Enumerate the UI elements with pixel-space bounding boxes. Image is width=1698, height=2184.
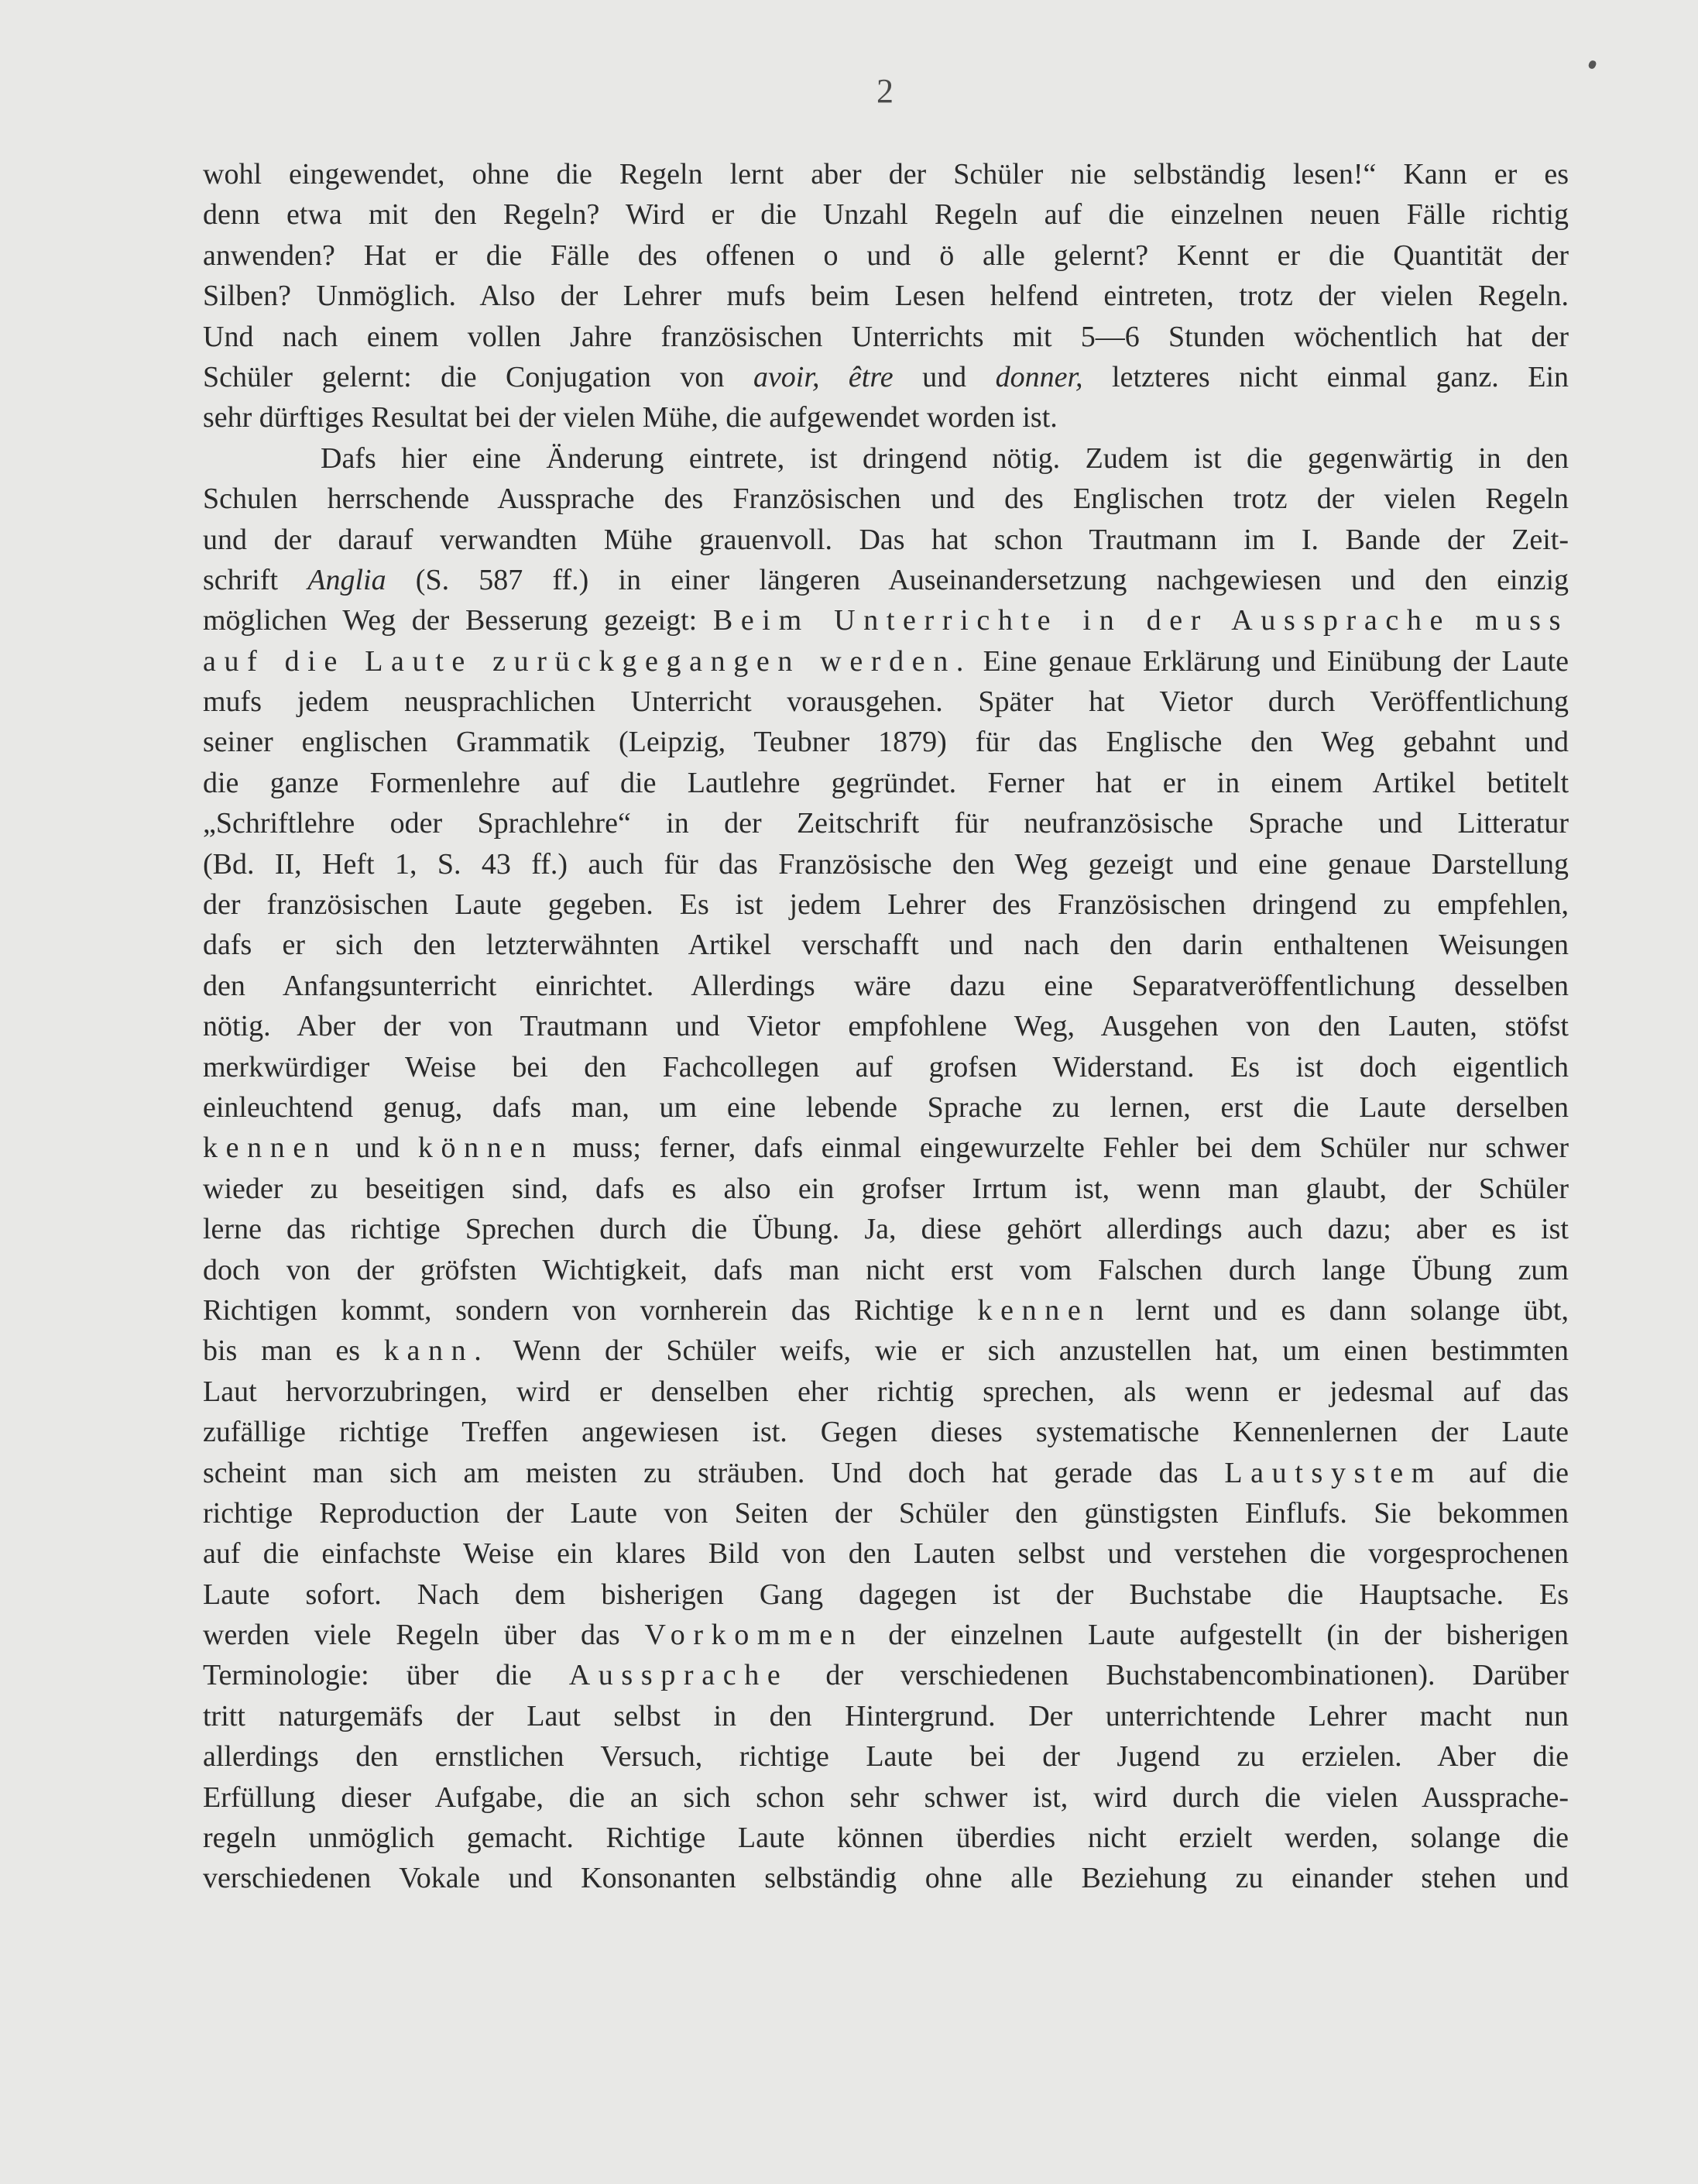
- body-text: [203, 154, 1569, 1899]
- text-line: [203, 1047, 1569, 1087]
- text-run: tritt naturgemäfs der Laut selbst in den Hintergrund. Der unterrichtende Lehrer macht nun: [203, 1699, 1569, 1732]
- text-line: [203, 438, 1569, 479]
- text-line: [203, 1858, 1569, 1898]
- text-line: [203, 966, 1569, 1006]
- text-run: (Bd. II, Heft 1, S. 43 ff.) auch für das Französische den Weg gezeigt und eine genaue Darstellung: [203, 847, 1569, 881]
- text-line: [203, 560, 1569, 600]
- text-run: muss; ferner, dafs einmal eingewurzelte Fehler bei dem Schüler nur schwer: [554, 1131, 1569, 1165]
- text-run: verschiedenen Vokale und Konsonanten selbständig ohne alle Beziehung zu einander stehen und: [203, 1862, 1569, 1895]
- text-run: Wenn der Schüler weifs, wie er sich anzustellen hat, um einen bestimmten: [489, 1334, 1569, 1368]
- text-line: [203, 722, 1569, 762]
- text-line: [203, 1696, 1569, 1736]
- text-run: Eine genaue Erklärung und Einübung der Laute: [972, 644, 1569, 678]
- text-run: Und nach einem vollen Jahre französischen Unterrichts mit 5—6 Stunden wöchentlich hat der: [203, 320, 1569, 353]
- text-line: [203, 1331, 1569, 1371]
- ink-speck: [1587, 60, 1597, 70]
- text-run: „Schriftlehre oder Sprachlehre“ in der Zeitschrift für neufranzösische Sprache und Litteratur: [203, 807, 1569, 840]
- text-line: [203, 194, 1569, 235]
- text-run: Schüler gelernt: die Conjugation von: [203, 360, 753, 393]
- text-run: lerne das richtige Sprechen durch die Übung. Ja, diese gehört allerdings auch dazu; aber es ist: [203, 1213, 1569, 1246]
- text-run: und: [337, 1131, 418, 1165]
- text-line: [203, 1736, 1569, 1777]
- text-run: einleuchtend genug, dafs man, um eine lebende Sprache zu lernen, erst die Laute derselben: [203, 1090, 1569, 1124]
- text-line: [203, 1006, 1569, 1046]
- text-run: der französischen Laute gegeben. Es ist jedem Lehrer des Französischen dringend zu empfehlen,: [203, 888, 1569, 922]
- text-line: [203, 1087, 1569, 1128]
- italic-text: Anglia: [307, 563, 386, 596]
- text-run: Silben? Unmöglich. Also der Lehrer mufs beim Lesen helfend eintreten, trotz der vielen Regeln.: [203, 280, 1569, 313]
- text-run: wieder zu beseitigen sind, dafs es also ein grofser Irrtum ist, wenn man glaubt, der Schüler: [203, 1172, 1569, 1205]
- text-run: werden viele Regeln über das: [203, 1619, 645, 1652]
- text-run: und der darauf verwandten Mühe grauenvoll. Das hat schon Trautmann im I. Bande der Zeit-: [203, 523, 1569, 556]
- spaced-emphasis: Vorkommen: [644, 1619, 864, 1652]
- text-run: scheint man sich am meisten zu sträuben. Und doch hat gerade das: [203, 1456, 1225, 1489]
- text-run: Dafs hier eine Änderung eintrete, ist dringend nötig. Zudem ist die gegenwärtig in den: [321, 441, 1569, 475]
- text-line: [203, 479, 1569, 519]
- spaced-emphasis: Lautsystem: [1224, 1456, 1442, 1489]
- text-line: [203, 884, 1569, 925]
- text-run: Laut hervorzubringen, wird er denselben eher richtig sprechen, als wenn er jedesmal auf das: [203, 1375, 1569, 1408]
- text-run: den Anfangsunterricht einrichtet. Allerdings wäre dazu eine Separatveröffentlichung desselben: [203, 969, 1569, 1002]
- text-run: allerdings den ernstlichen Versuch, richtige Laute bei der Jugend zu erzielen. Aber die: [203, 1740, 1569, 1774]
- text-run: dafs er sich den letzterwähnten Artikel verschafft und nach den darin enthaltenen Weisungen: [203, 929, 1569, 962]
- text-line: [203, 682, 1569, 722]
- italic-text: avoir, être: [753, 360, 894, 393]
- text-run: Schulen herrschende Aussprache des Französischen und des Englischen trotz der vielen Regeln: [203, 482, 1569, 516]
- spaced-emphasis: Aussprache: [568, 1659, 789, 1692]
- text-line: [203, 1574, 1569, 1615]
- text-run: lernt und es dann solange übt,: [1112, 1293, 1569, 1327]
- text-line: [203, 763, 1569, 803]
- text-run: bis man es: [203, 1334, 384, 1368]
- text-run: auf die einfachste Weise ein klares Bild von den Lauten selbst und verstehen die vorgesprochenen: [203, 1537, 1569, 1571]
- text-line: [203, 317, 1569, 357]
- text-line: [203, 844, 1569, 884]
- text-line: [203, 803, 1569, 843]
- italic-text: donner,: [995, 360, 1083, 393]
- text-line: [203, 925, 1569, 965]
- text-run: zufällige richtige Treffen angewiesen ist. Gegen dieses systematische Kennenlernen der Laute: [203, 1416, 1569, 1449]
- text-run: Richtigen kommt, sondern von vornherein das Richtige: [203, 1293, 978, 1327]
- text-line: [203, 1533, 1569, 1574]
- text-line: [203, 520, 1569, 560]
- text-run: letzteres nicht einmal ganz. Ein: [1082, 360, 1569, 393]
- text-run: (S. 587 ff.) in einer längeren Auseinandersetzung nachgewiesen und den einzig: [386, 563, 1569, 596]
- text-line: [203, 1453, 1569, 1493]
- spaced-emphasis: auf die Laute zurückgegangen werden.: [203, 644, 972, 678]
- text-run: seiner englischen Grammatik (Leipzig, Teubner 1879) für das Englische den Weg gebahnt und: [203, 726, 1569, 759]
- text-run: die ganze Formenlehre auf die Lautlehre gegründet. Ferner hat er in einem Artikel betitelt: [203, 766, 1569, 799]
- text-run: der verschiedenen Buchstabencombinationen). Darüber: [788, 1659, 1569, 1692]
- text-line: [203, 1493, 1569, 1533]
- text-line: [203, 1412, 1569, 1452]
- text-line: [203, 1290, 1569, 1331]
- text-line: [203, 397, 1569, 438]
- text-line: [203, 154, 1569, 194]
- text-run: schrift: [203, 563, 308, 596]
- text-line: [203, 1372, 1569, 1412]
- spaced-emphasis: kennen: [203, 1131, 338, 1165]
- text-line: [203, 1250, 1569, 1290]
- text-line: [203, 276, 1569, 316]
- text-run: denn etwa mit den Regeln? Wird er die Unzahl Regeln auf die einzelnen neuen Fälle richtig: [203, 198, 1569, 232]
- text-run: wohl eingewendet, ohne die Regeln lernt aber der Schüler nie selbständig lesen!“ Kann er es: [203, 158, 1569, 191]
- text-run: der einzelnen Laute aufgestellt (in der bisherigen: [863, 1619, 1569, 1652]
- text-line: [203, 641, 1569, 682]
- text-run: auf die: [1442, 1456, 1569, 1489]
- spaced-emphasis: Beim Unterrichte in der Aussprache muss: [712, 604, 1569, 637]
- text-run: anwenden? Hat er die Fälle des offenen o und ö alle gelernt? Kennt er die Quantität der: [203, 239, 1569, 272]
- spaced-emphasis: kann.: [383, 1334, 490, 1368]
- text-run: richtige Reproduction der Laute von Seiten der Schüler den günstigsten Einflufs. Sie bekommen: [203, 1496, 1569, 1530]
- text-run: nötig. Aber der von Trautmann und Vietor empfohlene Weg, Ausgehen von den Lauten, stöfst: [203, 1010, 1569, 1043]
- text-line: [203, 1209, 1569, 1249]
- text-line: [203, 1655, 1569, 1695]
- text-line: [203, 235, 1569, 276]
- text-run: merkwürdiger Weise bei den Fachcollegen auf grofsen Widerstand. Es ist doch eigentlich: [203, 1050, 1569, 1083]
- text-line: [203, 1128, 1569, 1168]
- text-run: Terminologie: über die: [203, 1659, 569, 1692]
- text-run: und: [893, 360, 996, 393]
- text-run: sehr dürftiges Resultat bei der vielen Mühe, die aufgewendet worden ist.: [203, 401, 1058, 434]
- page-number: 2: [876, 72, 894, 110]
- text-line: [203, 357, 1569, 397]
- text-run: mufs jedem neusprachlichen Unterricht vorausgehen. Später hat Vietor durch Veröffentlichung: [203, 685, 1569, 719]
- text-run: Laute sofort. Nach dem bisherigen Gang dagegen ist der Buchstabe die Hauptsache. Es: [203, 1578, 1569, 1611]
- text-line: [203, 600, 1569, 640]
- text-run: doch von der gröfsten Wichtigkeit, dafs man nicht erst vom Falschen durch lange Übung zum: [203, 1253, 1569, 1286]
- text-line: [203, 1818, 1569, 1858]
- text-run: regeln unmöglich gemacht. Richtige Laute können überdies nicht erzielt werden, solange die: [203, 1822, 1569, 1855]
- text-line: [203, 1777, 1569, 1818]
- spaced-emphasis: können: [417, 1131, 554, 1165]
- text-run: Erfüllung dieser Aufgabe, die an sich schon sehr schwer ist, wird durch die vielen Aussprache-: [203, 1781, 1569, 1814]
- spaced-emphasis: kennen: [977, 1293, 1113, 1327]
- text-line: [203, 1615, 1569, 1655]
- text-line: [203, 1169, 1569, 1209]
- text-run: möglichen Weg der Besserung gezeigt:: [203, 604, 713, 637]
